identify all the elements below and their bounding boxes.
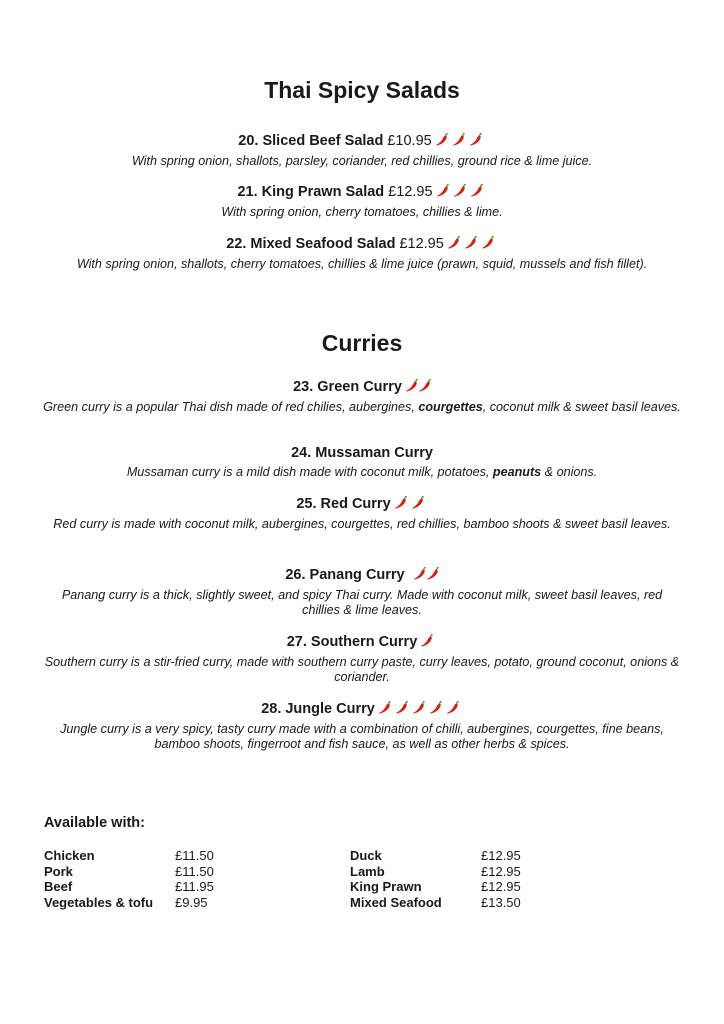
option-price: £11.50 bbox=[175, 848, 214, 863]
dish-description: Southern curry is a stir-fried curry, made with southern curry paste, curry leaves, potato, ground coconut, onions & coriander. bbox=[44, 655, 680, 684]
curry-item-27 bbox=[0, 633, 724, 685]
curry-item-23 bbox=[0, 378, 724, 415]
option-row bbox=[44, 879, 214, 895]
option-price: £12.95 bbox=[481, 848, 521, 863]
chilli-pepper-icon bbox=[446, 701, 459, 714]
available-list-left bbox=[44, 848, 214, 910]
dish-description: Mussaman curry is a mild dish made with coconut milk, potatoes, peanuts & onions. bbox=[126, 465, 598, 479]
salad-item-22 bbox=[0, 235, 724, 272]
spice-level bbox=[420, 634, 437, 652]
chilli-pepper-icon bbox=[405, 379, 418, 392]
chilli-pepper-icon bbox=[412, 701, 425, 714]
dish-description: Red curry is made with coconut milk, aubergines, courgettes, red chillies, bamboo shoots & sweet basil leaves. bbox=[53, 517, 671, 531]
option-row bbox=[350, 864, 521, 880]
curries-title: Curries bbox=[321, 330, 403, 356]
available-with-heading: Available with: bbox=[44, 815, 145, 831]
dish-description: With spring onion, shallots, cherry tomatoes, chillies & lime juice (prawn, squid, mussels and fish fillet). bbox=[76, 257, 648, 271]
option-name: Pork bbox=[44, 863, 73, 879]
chilli-pepper-icon bbox=[378, 701, 391, 714]
chilli-pepper-icon bbox=[395, 701, 408, 714]
dish-name: 26. Panang Curry bbox=[285, 567, 405, 583]
dish-name: 20. Sliced Beef Salad bbox=[238, 133, 384, 149]
option-name: Duck bbox=[350, 848, 382, 863]
spice-level bbox=[378, 701, 463, 719]
chilli-pepper-icon bbox=[452, 133, 465, 146]
option-row bbox=[44, 848, 214, 864]
chilli-pepper-icon bbox=[436, 184, 449, 197]
spice-level bbox=[447, 236, 498, 254]
dish-name: 22. Mixed Seafood Salad bbox=[226, 236, 396, 252]
option-name: Chicken bbox=[44, 848, 95, 863]
available-list-right bbox=[350, 848, 521, 910]
dish-price: £12.95 bbox=[388, 184, 433, 200]
option-row bbox=[44, 864, 214, 880]
salads-title: Thai Spicy Salads bbox=[264, 77, 460, 103]
dish-description: With spring onion, cherry tomatoes, chillies & lime. bbox=[221, 205, 503, 219]
chilli-pepper-icon bbox=[481, 236, 494, 249]
option-row bbox=[350, 879, 521, 895]
dish-name: 24. Mussaman Curry bbox=[291, 445, 433, 461]
curry-item-28 bbox=[0, 700, 724, 752]
spice-level bbox=[413, 567, 439, 585]
dish-name: 28. Jungle Curry bbox=[261, 701, 375, 717]
option-name: Lamb bbox=[350, 863, 385, 879]
option-price: £11.50 bbox=[175, 863, 214, 879]
dish-description: Panang curry is a thick, slightly sweet, and spicy Thai curry. Made with coconut milk, sweet basil leaves, red chillies & lime leaves. bbox=[61, 588, 663, 617]
salad-item-20 bbox=[0, 132, 724, 169]
curry-item-26 bbox=[0, 566, 724, 618]
spice-level bbox=[435, 133, 486, 151]
option-name: King Prawn bbox=[350, 879, 422, 894]
option-row bbox=[44, 895, 214, 911]
dish-price: £12.95 bbox=[399, 236, 444, 252]
dish-description: Green curry is a popular Thai dish made of red chilies, aubergines, courgettes, coconut milk & sweet basil leaves. bbox=[43, 400, 681, 414]
chilli-pepper-icon bbox=[470, 184, 483, 197]
spice-level bbox=[394, 496, 428, 514]
option-price: £12.95 bbox=[481, 863, 521, 879]
chilli-pepper-icon bbox=[469, 133, 482, 146]
option-row bbox=[350, 895, 521, 911]
option-name: Mixed Seafood bbox=[350, 894, 442, 910]
option-price: £11.95 bbox=[175, 879, 214, 894]
chilli-pepper-icon bbox=[435, 133, 448, 146]
curry-item-25 bbox=[0, 495, 724, 532]
dish-name: 21. King Prawn Salad bbox=[237, 184, 385, 200]
dish-description: With spring onion, shallots, parsley, coriander, red chillies, ground rice & lime juice. bbox=[131, 154, 593, 168]
chilli-pepper-icon bbox=[411, 496, 424, 509]
chilli-pepper-icon bbox=[413, 567, 426, 580]
curry-item-24 bbox=[0, 444, 724, 480]
chilli-pepper-icon bbox=[418, 379, 431, 392]
option-row bbox=[350, 848, 521, 864]
option-name: Beef bbox=[44, 879, 73, 894]
chilli-pepper-icon bbox=[453, 184, 466, 197]
chilli-pepper-icon bbox=[420, 634, 433, 647]
dish-price: £10.95 bbox=[387, 133, 432, 149]
chilli-pepper-icon bbox=[429, 701, 442, 714]
dish-name: 23. Green Curry bbox=[293, 379, 402, 395]
dish-name: 25. Red Curry bbox=[296, 496, 391, 512]
option-price: £12.95 bbox=[481, 879, 521, 894]
spice-level bbox=[405, 379, 431, 397]
option-name: Vegetables & tofu bbox=[44, 894, 154, 910]
dish-name: 27. Southern Curry bbox=[286, 634, 418, 650]
chilli-pepper-icon bbox=[394, 496, 407, 509]
option-price: £9.95 bbox=[175, 894, 208, 910]
chilli-pepper-icon bbox=[464, 236, 477, 249]
salad-item-21 bbox=[0, 183, 724, 220]
option-price: £13.50 bbox=[481, 894, 521, 910]
dish-description: Jungle curry is a very spicy, tasty curry made with a combination of chilli, aubergines, courgettes, fine beans, bamboo shoots, fingerroot and fish sauce, as well as other herbs & spices. bbox=[60, 722, 664, 751]
chilli-pepper-icon bbox=[447, 236, 460, 249]
chilli-pepper-icon bbox=[426, 567, 439, 580]
spice-level bbox=[436, 184, 487, 202]
